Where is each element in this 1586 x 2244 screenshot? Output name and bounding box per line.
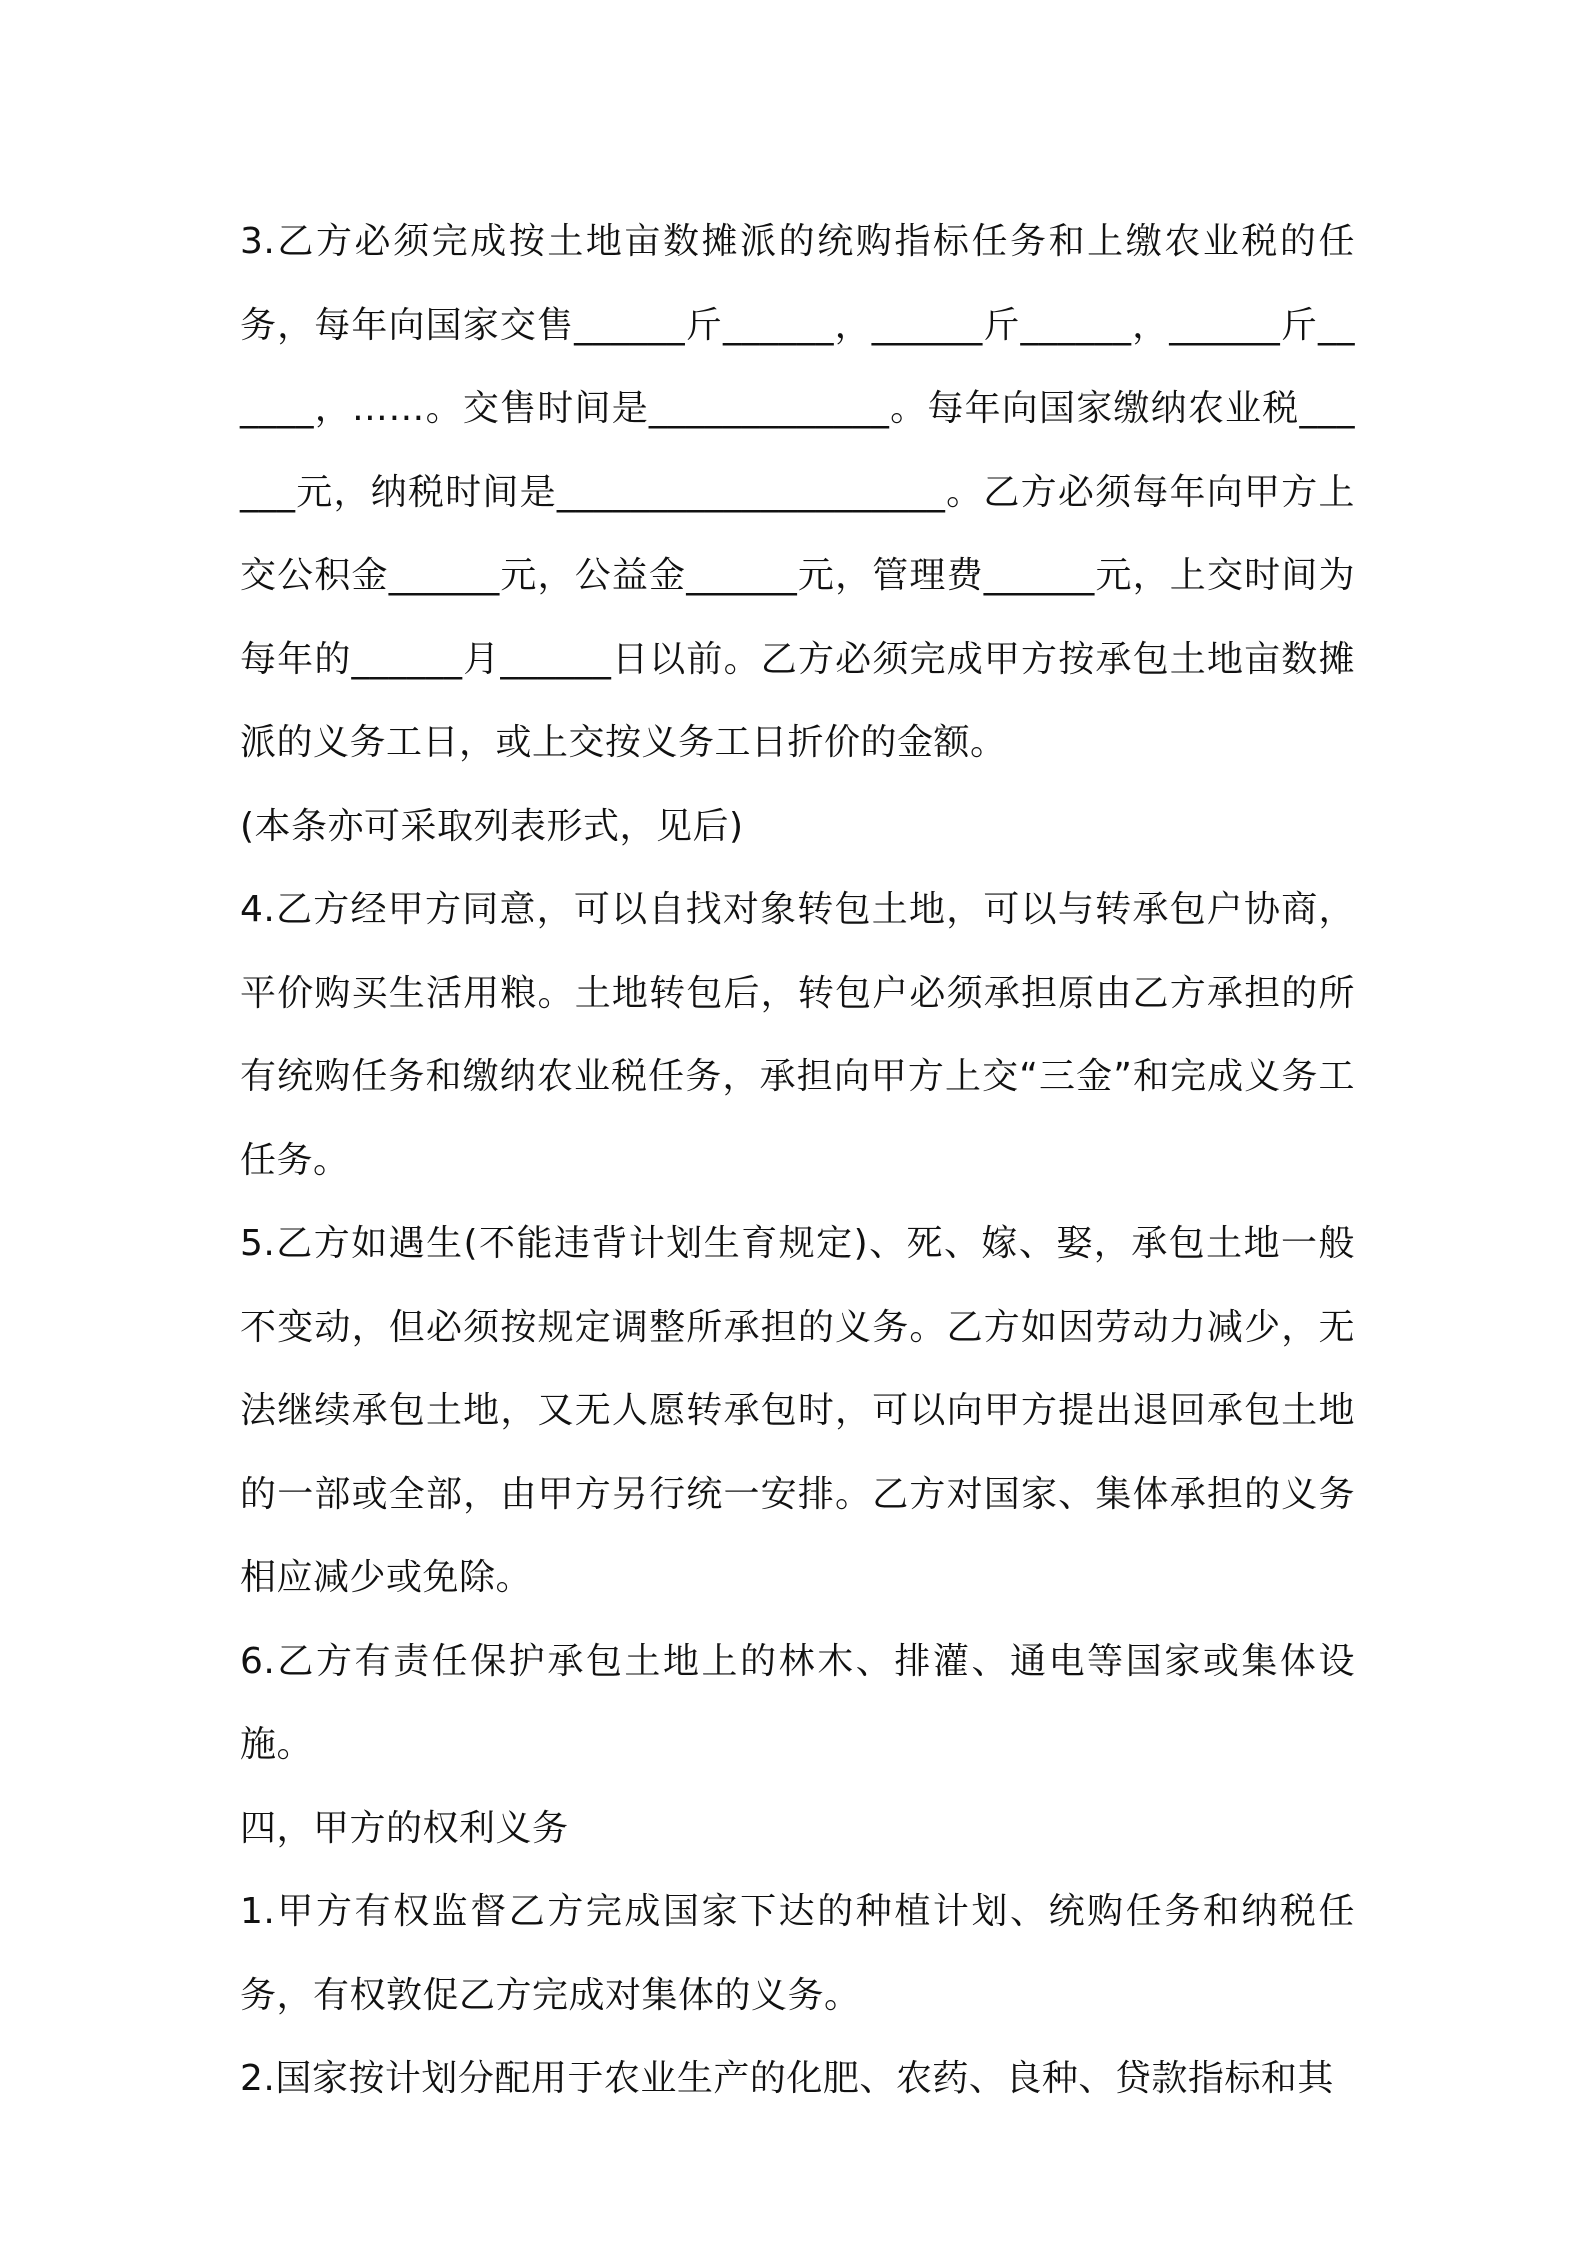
paragraph-clause-4: 4.乙方经甲方同意，可以自找对象转包土地，可以与转承包户协商，平价购买生活用粮。土地转包后，转包户必须承担原由乙方承担的所有统购任务和缴纳农业税任务，承担向甲方上交“三金”和完成义务工任务。 bbox=[240, 889, 1355, 1181]
paragraph-clause-6: 6.乙方有责任保护承包土地上的林木、排灌、通电等国家或集体设施。 bbox=[240, 1640, 1355, 1765]
paragraph-clause-5: 5.乙方如遇生(不能违背计划生育规定)、死、嫁、娶，承包土地一般不变动，但必须按规定调整所承担的义务。乙方如因劳动力减少，无法继续承包土地，又无人愿转承包时，可以向甲方提出退回承包土地的一部或全部，由甲方另行统一安排。乙方对国家、集体承担的义务相应减少或免除。 bbox=[240, 1223, 1355, 1598]
paragraph-clause-3: 3.乙方必须完成按土地亩数摊派的统购指标任务和上缴农业税的任务，每年向国家交售______斤______，______斤______，______斤______，……。交售时间是_____________。每年向国家缴纳农业税______元，纳税时间是_____________________。乙方必须每年向甲方上交公积金______元，公益金______元，管理费______元，上交时间为每年的______月______日以前。乙方必须完成甲方按承包土地亩数摊派的义务工日，或上交按义务工日折价的金额。 bbox=[240, 221, 1355, 763]
paragraph-note: (本条亦可采取列表形式，见后) bbox=[240, 805, 744, 847]
document-page bbox=[240, 200, 1355, 2121]
paragraph-party-a-2: 2.国家按计划分配用于农业生产的化肥、农药、良种、贷款指标和其 bbox=[240, 2058, 1334, 2099]
paragraph-party-a-1: 1.甲方有权监督乙方完成国家下达的种植计划、统购任务和纳税任务，有权敦促乙方完成对集体的义务。 bbox=[240, 1891, 1355, 2016]
section-heading-party-a: 四，甲方的权利义务 bbox=[240, 1807, 569, 1849]
